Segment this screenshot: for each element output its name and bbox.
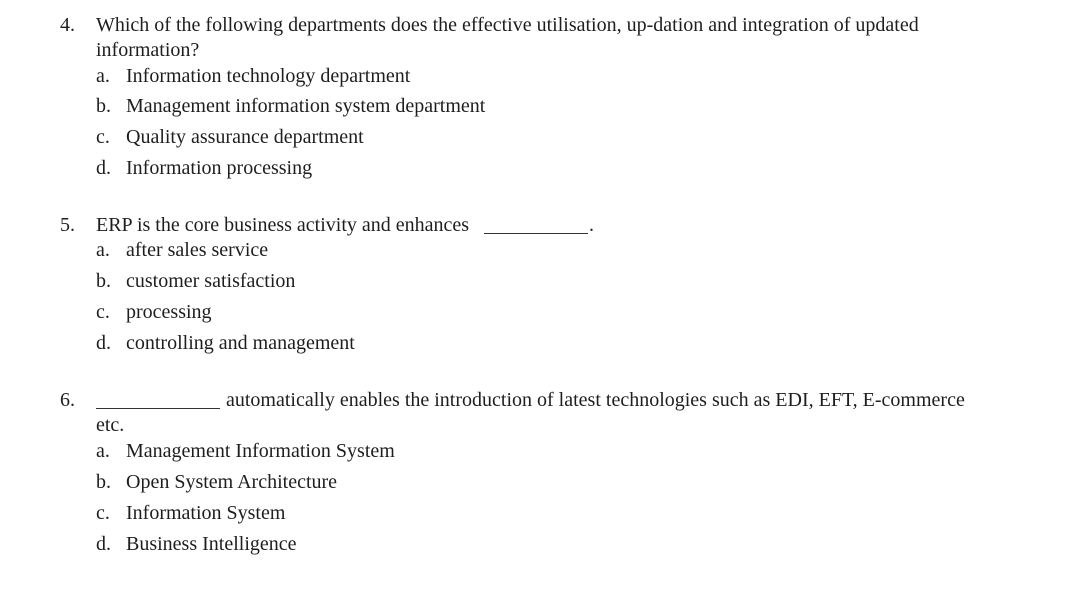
option-letter: c. [96,126,110,148]
option-text: Business Intelligence [126,533,297,555]
option-text: Information technology department [126,65,411,87]
option-letter: b. [96,95,111,117]
option-text: processing [126,301,212,323]
answer-blank [96,408,220,409]
option-text: Management information system department [126,95,486,117]
option-letter: c. [96,502,110,524]
option-letter: b. [96,471,111,493]
question-number: 4. [60,14,75,36]
option-letter: d. [96,332,111,354]
option-letter: d. [96,157,111,179]
question-text: ERP is the core business activity and enhances [96,214,470,236]
option-text: controlling and management [126,332,355,354]
question-number: 6. [60,389,75,411]
option-letter: b. [96,270,111,292]
option-text: Quality assurance department [126,126,364,148]
option-text: Management Information System [126,440,395,462]
question-text-end: . [589,214,594,236]
option-letter: a. [96,65,110,87]
option-letter: a. [96,440,110,462]
option-text: Open System Architecture [126,471,338,493]
question-text-continued: information? [96,39,200,61]
option-text: customer satisfaction [126,270,296,292]
option-text: Information processing [126,157,313,179]
option-letter: d. [96,533,111,555]
option-letter: a. [96,239,110,261]
answer-blank [484,233,588,234]
option-text: Information System [126,502,286,524]
question-text-continued: etc. [96,414,125,436]
question-number: 5. [60,214,75,236]
option-text: after sales service [126,239,269,261]
question-text: Which of the following departments does the effective utilisation, up-dation and integration of updated [96,14,919,36]
question-text: automatically enables the introduction of latest technologies such as EDI, EFT, E-commerce [226,389,965,411]
option-letter: c. [96,301,110,323]
